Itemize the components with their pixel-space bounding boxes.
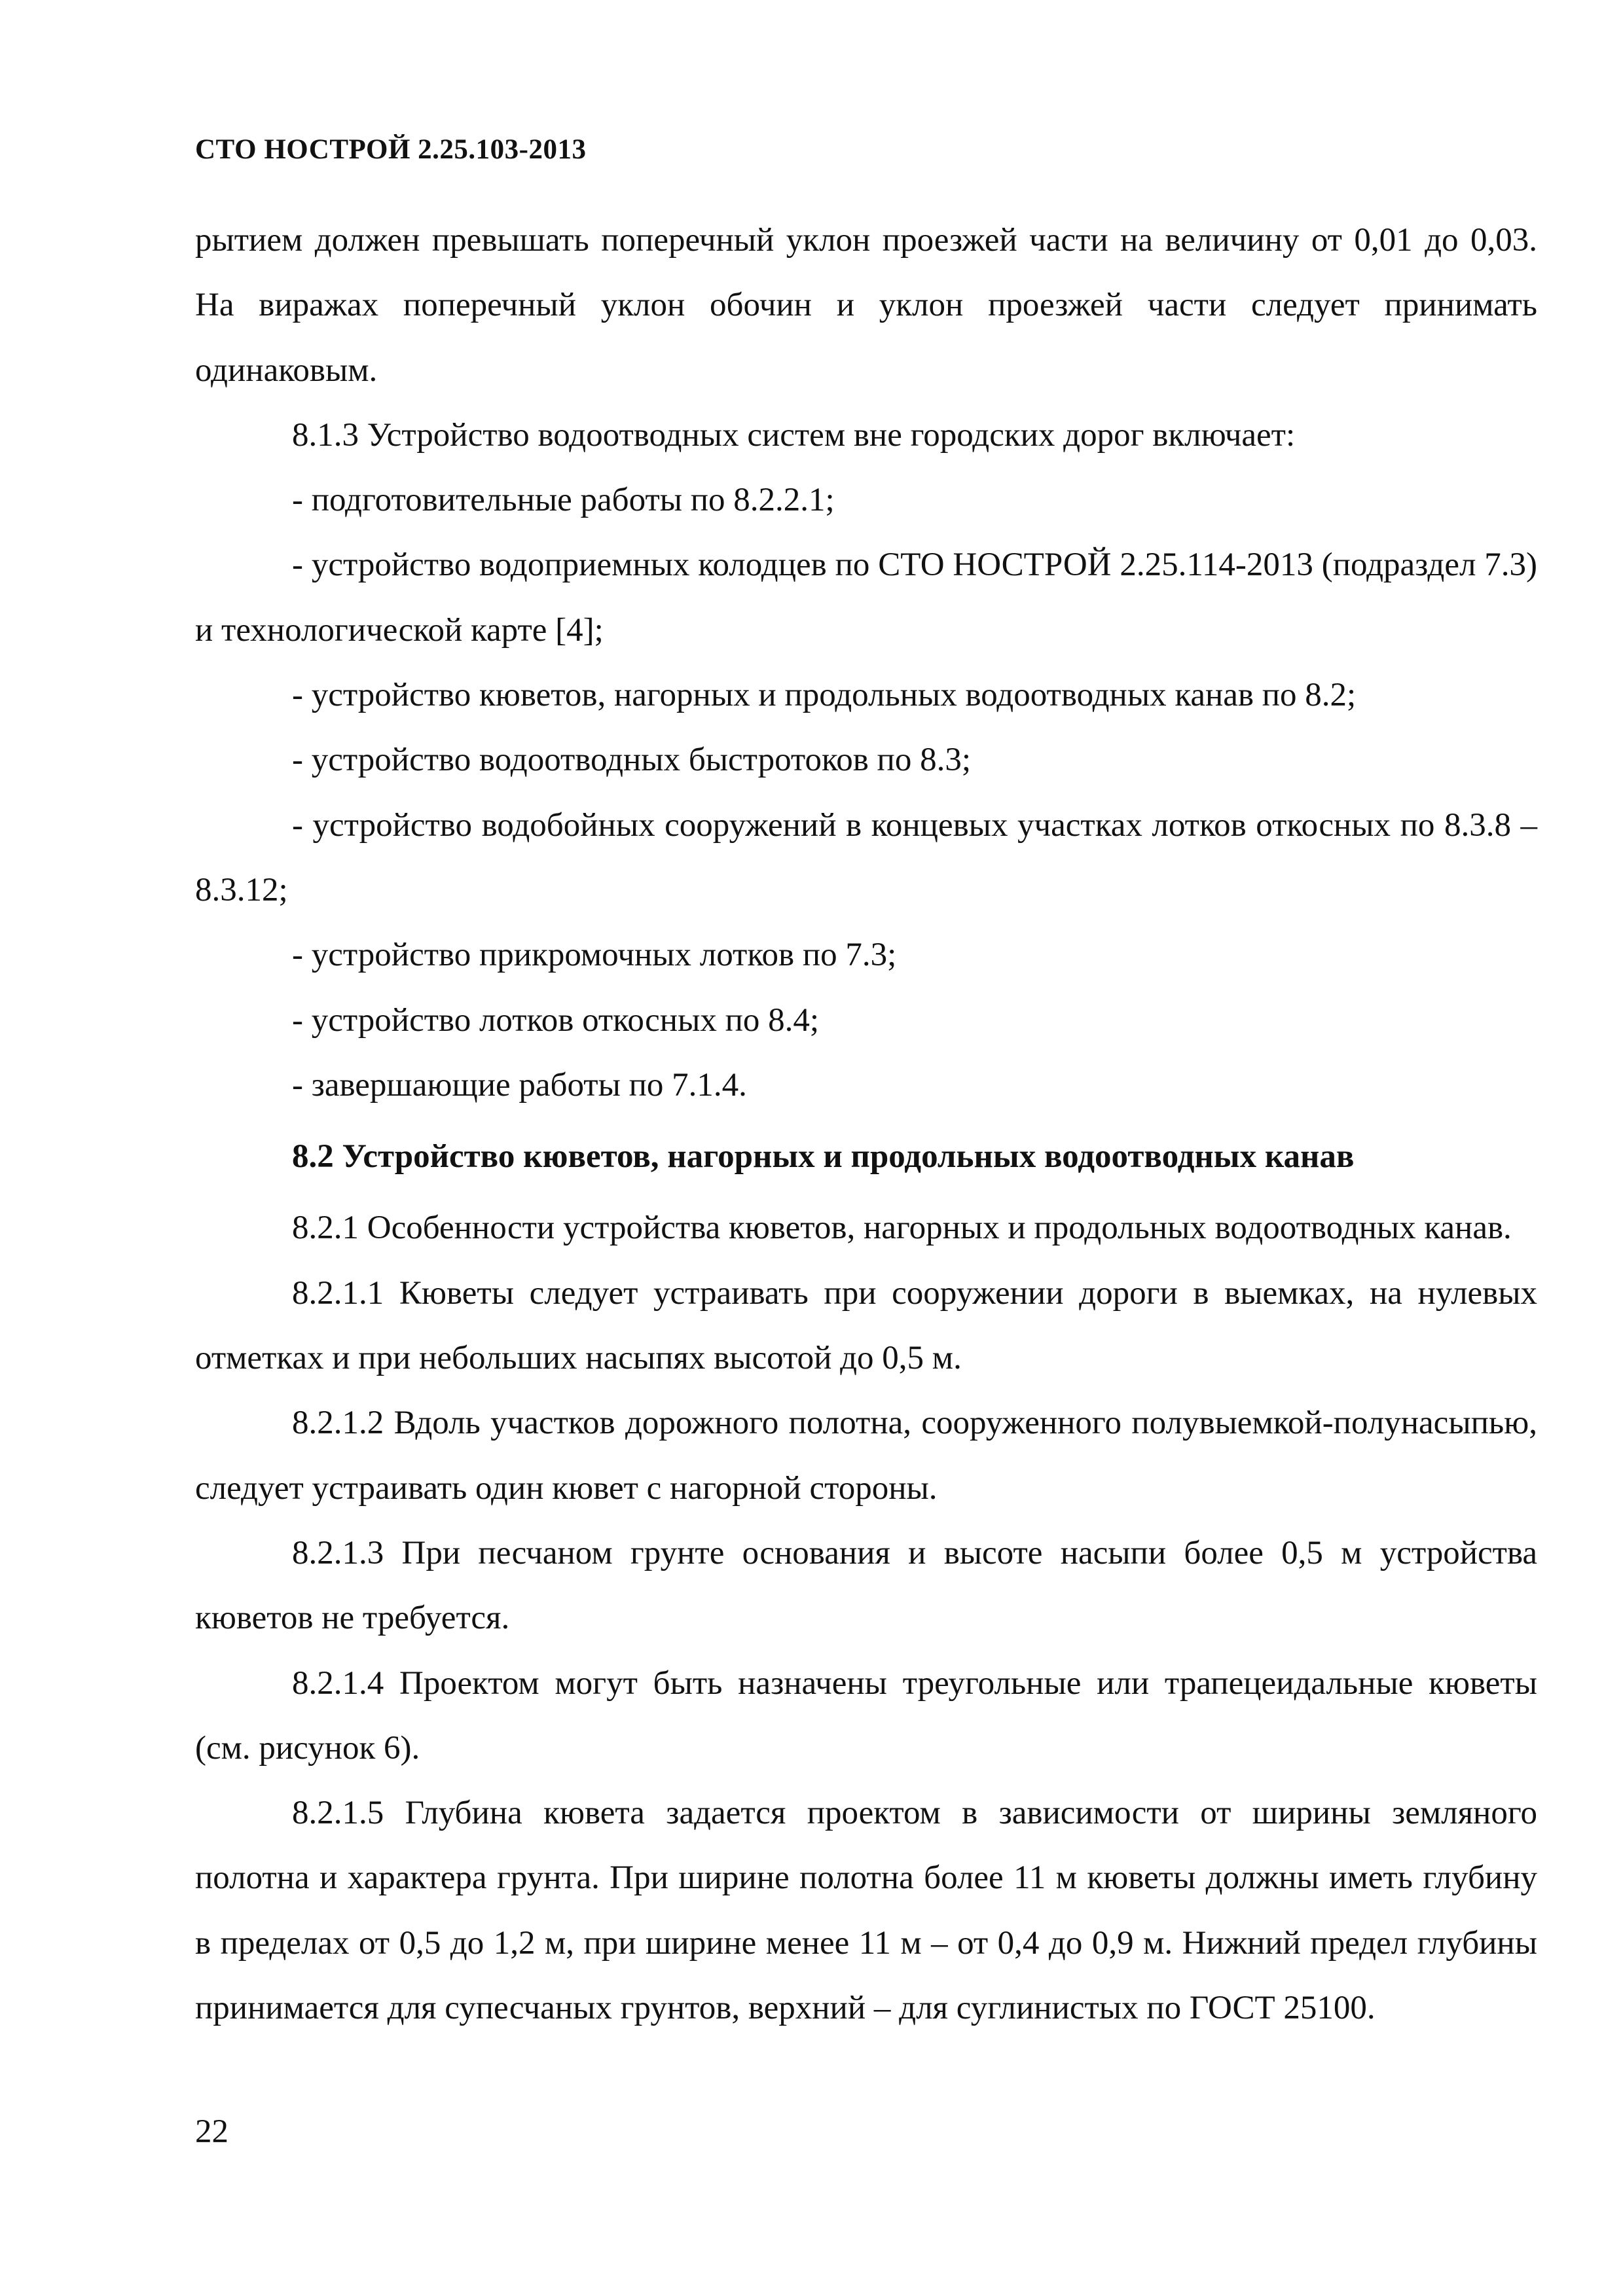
document-body — [195, 208, 1537, 2041]
document-header: СТО НОСТРОЙ 2.25.103-2013 — [195, 134, 587, 165]
list-item: - устройство прикромочных лотков по 7.3; — [292, 937, 897, 974]
list-item: - завершающие работы по 7.1.4. — [292, 1066, 747, 1103]
list-item: - подготовительные работы по 8.2.2.1; — [292, 482, 835, 519]
page-number: 22 — [195, 2113, 228, 2150]
paragraph-8-2-1: 8.2.1 Особенности устройства кюветов, нагорных и продольных водоотводных канав. — [292, 1210, 1512, 1247]
list-item: - устройство водоприемных колодцев по СТО НОСТРОЙ 2.25.114-2013 (подраздел 7.3) и технологической карте [4]; — [195, 547, 1537, 649]
paragraph-8-1-3: 8.1.3 Устройство водоотводных систем вне городских дорог включает: — [292, 416, 1296, 454]
paragraph-8-2-1-1: 8.2.1.1 Кюветы следует устраивать при сооружении дороги в выемках, на нулевых отметках и при небольших насыпях высотой до 0,5 м. — [195, 1274, 1537, 1377]
section-heading-8-2: 8.2 Устройство кюветов, нагорных и продольных водоотводных канав — [292, 1138, 1355, 1175]
paragraph-8-2-1-5: 8.2.1.5 Глубина кювета задается проектом в зависимости от ширины земляного полотна и характера грунта. При ширине полотна более 11 м кюветы должны иметь глубину в пределах от 0,5 до 1,2 м, при ширине менее 11 м – от 0,4 до 0,9 м. Нижний предел глубины принимается для супесчаных грунтов, верхний – для суглинистых по ГОСТ 25100. — [195, 1795, 1537, 2027]
paragraph-continuation: рытием должен превышать поперечный уклон проезжей части на величину от 0,01 до 0,03. На виражах поперечный уклон обочин и уклон проезжей части следует принимать одинаковым. — [195, 222, 1537, 389]
list-item: - устройство водоотводных быстротоков по 8.3; — [292, 742, 972, 779]
list-item: - устройство водобойных сооружений в концевых участках лотков откосных по 8.3.8 – 8.3.12; — [195, 806, 1537, 908]
list-item: - устройство кюветов, нагорных и продольных водоотводных канав по 8.2; — [292, 677, 1357, 714]
paragraph-8-2-1-2: 8.2.1.2 Вдоль участков дорожного полотна, сооруженного полувыемкой-полунасыпью, следует устраивать один кювет с нагорной стороны. — [195, 1405, 1537, 1507]
list-item: - устройство лотков откосных по 8.4; — [292, 1001, 820, 1039]
paragraph-8-2-1-4: 8.2.1.4 Проектом могут быть назначены треугольные или трапецеидальные кюветы (см. рисунок 6). — [195, 1664, 1537, 1767]
paragraph-8-2-1-3: 8.2.1.3 При песчаном грунте основания и высоте насыпи более 0,5 м устройства кюветов не требуется. — [195, 1534, 1537, 1637]
